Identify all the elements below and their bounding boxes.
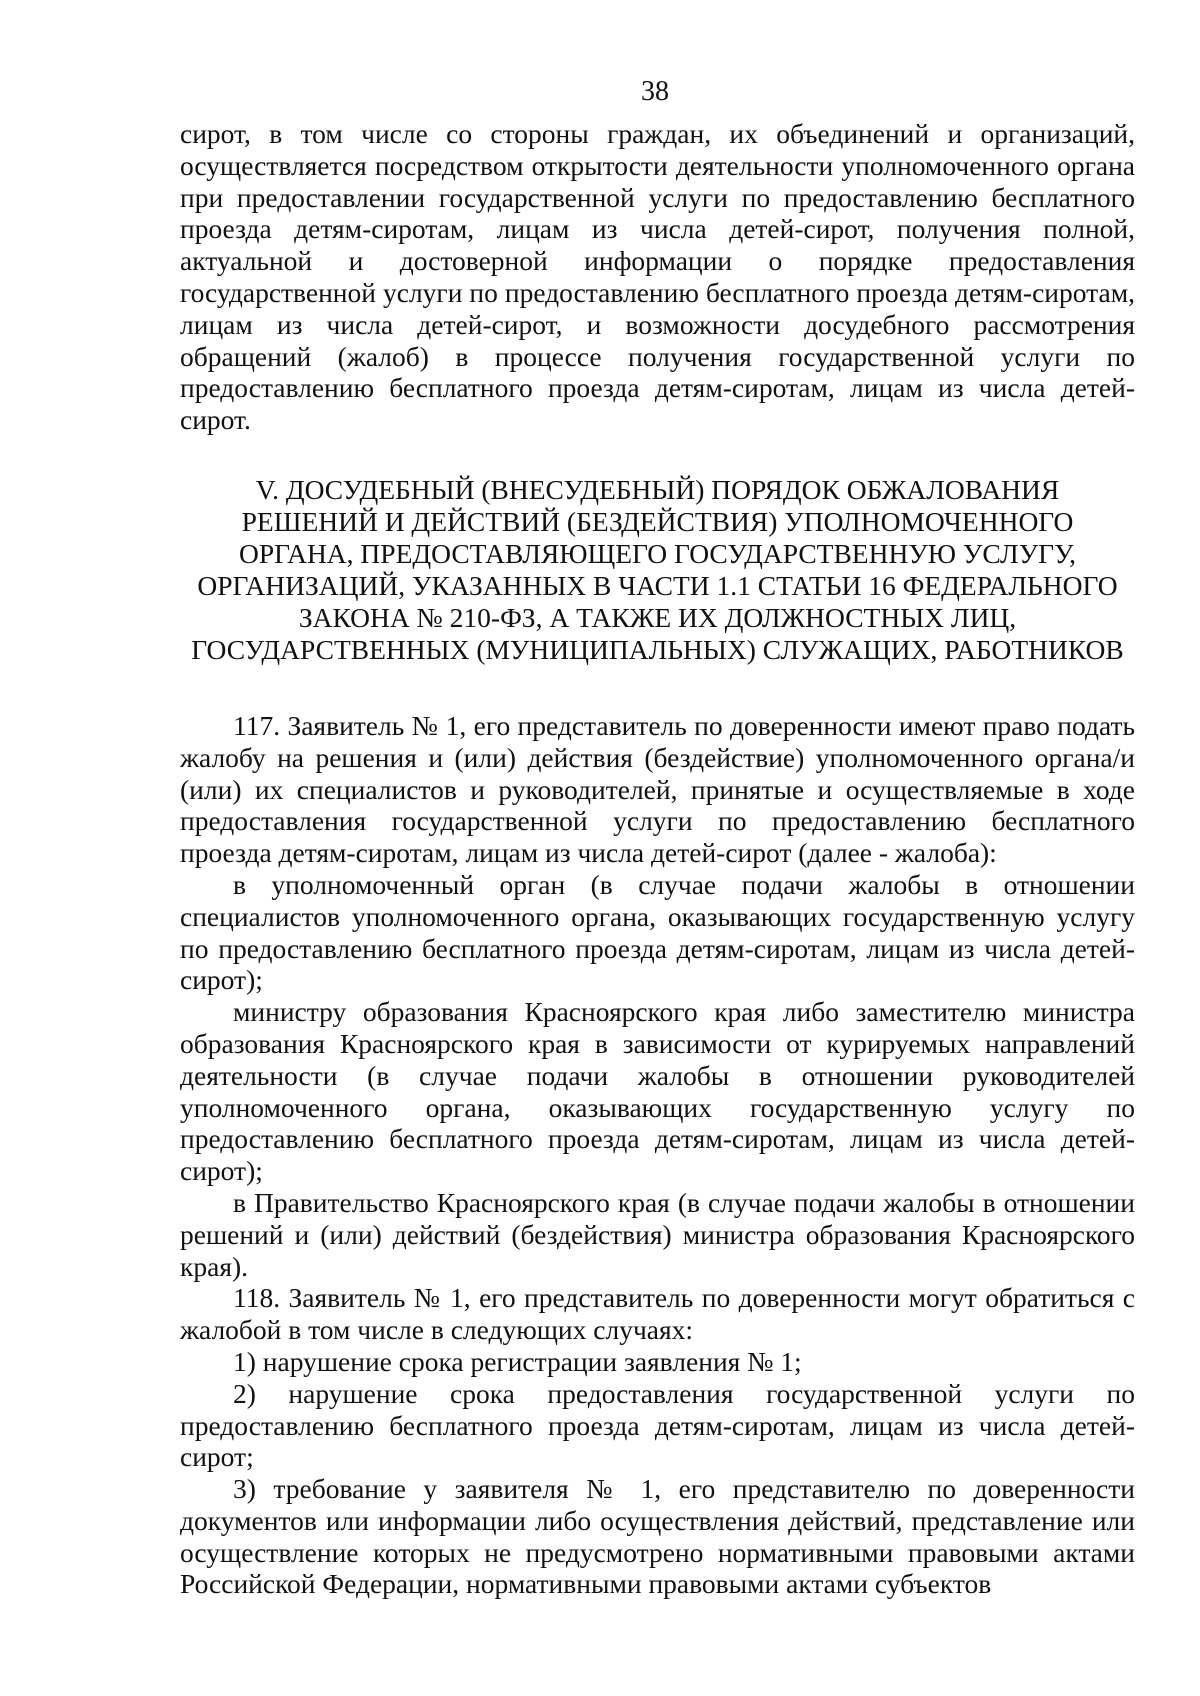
section-heading-line: ОРГАНА, ПРЕДОСТАВЛЯЮЩЕГО ГОСУДАРСТВЕННУЮ УСЛУГУ, [239, 537, 1076, 569]
section-heading-line: V. ДОСУДЕБНЫЙ (ВНЕСУДЕБНЫЙ) ПОРЯДОК ОБЖАЛОВАНИЯ [255, 473, 1060, 505]
section-heading-line: ГОСУДАРСТВЕННЫХ (МУНИЦИПАЛЬНЫХ) СЛУЖАЩИХ, РАБОТНИКОВ [191, 633, 1124, 665]
list-item-2: 2) нарушение срока предоставления государственной услуги по предоставлению бесплатного проезда детям-сиротам, лицам из числа детей-сирот; [180, 1377, 1135, 1473]
section-heading [180, 474, 1135, 666]
list-item-3: 3) требование у заявителя № 1, его представителю по доверенности документов или информации либо осуществления действий, представление или осуществление которых не предусмотрено нормативными правовыми актами Российской Федерации, нормативными правовыми актами субъектов [180, 1473, 1135, 1600]
page-content [180, 118, 1135, 1600]
section-heading-line: ЗАКОНА № 210-ФЗ, А ТАКЖЕ ИХ ДОЛЖНОСТНЫХ ЛИЦ, [298, 601, 1017, 633]
page-number: 38 [641, 76, 669, 107]
section-heading-line: РЕШЕНИЙ И ДЕЙСТВИЙ (БЕЗДЕЙСТВИЯ) УПОЛНОМОЧЕННОГО [241, 505, 1074, 537]
paragraph-government: в Правительство Красноярского края (в случае подачи жалобы в отношении решений и (или) действий (бездействия) министра образования Красноярского края). [180, 1186, 1135, 1282]
intro-paragraph: сирот, в том числе со стороны граждан, их объединений и организаций, осуществляется посредством открытости деятельности уполномоченного органа при предоставлении государственной услуги по предоставлению бесплатного проезда детям-сиротам, лицам из числа детей-сирот, получения полной, актуальной и достоверной информации о порядке предоставления государственной услуги по предоставлению бесплатного проезда детям-сиротам, лицам из числа детей-сирот, и возможности досудебного рассмотрения обращений (жалоб) в процессе получения государственной услуги по предоставлению бесплатного проезда детям-сиротам, лицам из числа детей-сирот. [180, 118, 1135, 436]
section-heading-line: ОРГАНИЗАЦИЙ, УКАЗАННЫХ В ЧАСТИ 1.1 СТАТЬИ 16 ФЕДЕРАЛЬНОГО [197, 569, 1118, 601]
list-item-1: 1) нарушение срока регистрации заявления № 1; [233, 1345, 802, 1377]
paragraph-minister: министру образования Красноярского края либо заместителю министра образования Красноярского края в зависимости от курируемых направлений деятельности (в случае подачи жалобы в отношении руководителей уполномоченного органа, оказывающих государственную услугу по предоставлению бесплатного проезда детям-сиротам, лицам из числа детей-сирот); [180, 996, 1135, 1187]
paragraph-authorized-body: в уполномоченный орган (в случае подачи жалобы в отношении специалистов уполномоченного органа, оказывающих государственную услугу по предоставлению бесплатного проезда детям-сиротам, лицам из числа детей-сирот); [180, 868, 1135, 996]
paragraph-117: 117. Заявитель № 1, его представитель по доверенности имеют право подать жалобу на решения и (или) действия (бездействие) уполномоченного органа/и (или) их специалистов и руководителей, принятые и осуществляемые в ходе предоставления государственной услуги по предоставлению бесплатного проезда детям-сиротам, лицам из числа детей-сирот (далее - жалоба): [180, 709, 1135, 869]
paragraph-118: 118. Заявитель № 1, его представитель по доверенности могут обратиться с жалобой в том числе в следующих случаях: [180, 1282, 1135, 1346]
